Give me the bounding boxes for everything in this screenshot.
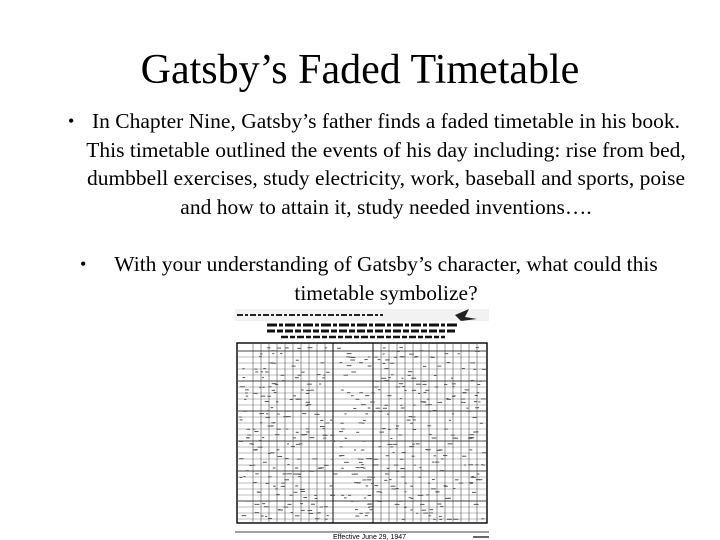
bullet-text-1: In Chapter Nine, Gatsby’s father finds a faded timetable in his book. This timetable outlined the events of his day including: rise from bed, dumbbell exercises, study electricity, work, baseball and sports, poise and how to attain it, study needed inventions…. [86, 109, 686, 219]
bullet-marker-1: • [68, 111, 75, 131]
timetable-image [233, 307, 491, 540]
timetable-caption: Effective June 29, 1947 [333, 534, 407, 540]
timetable-graphic [233, 307, 491, 540]
bullet-text-2: With your understanding of Gatsby’s character, what could this timetable symbolize? [114, 252, 658, 305]
bullet-marker-2: • [80, 254, 87, 274]
slide-title: Gatsby’s Faded Timetable [140, 47, 580, 93]
